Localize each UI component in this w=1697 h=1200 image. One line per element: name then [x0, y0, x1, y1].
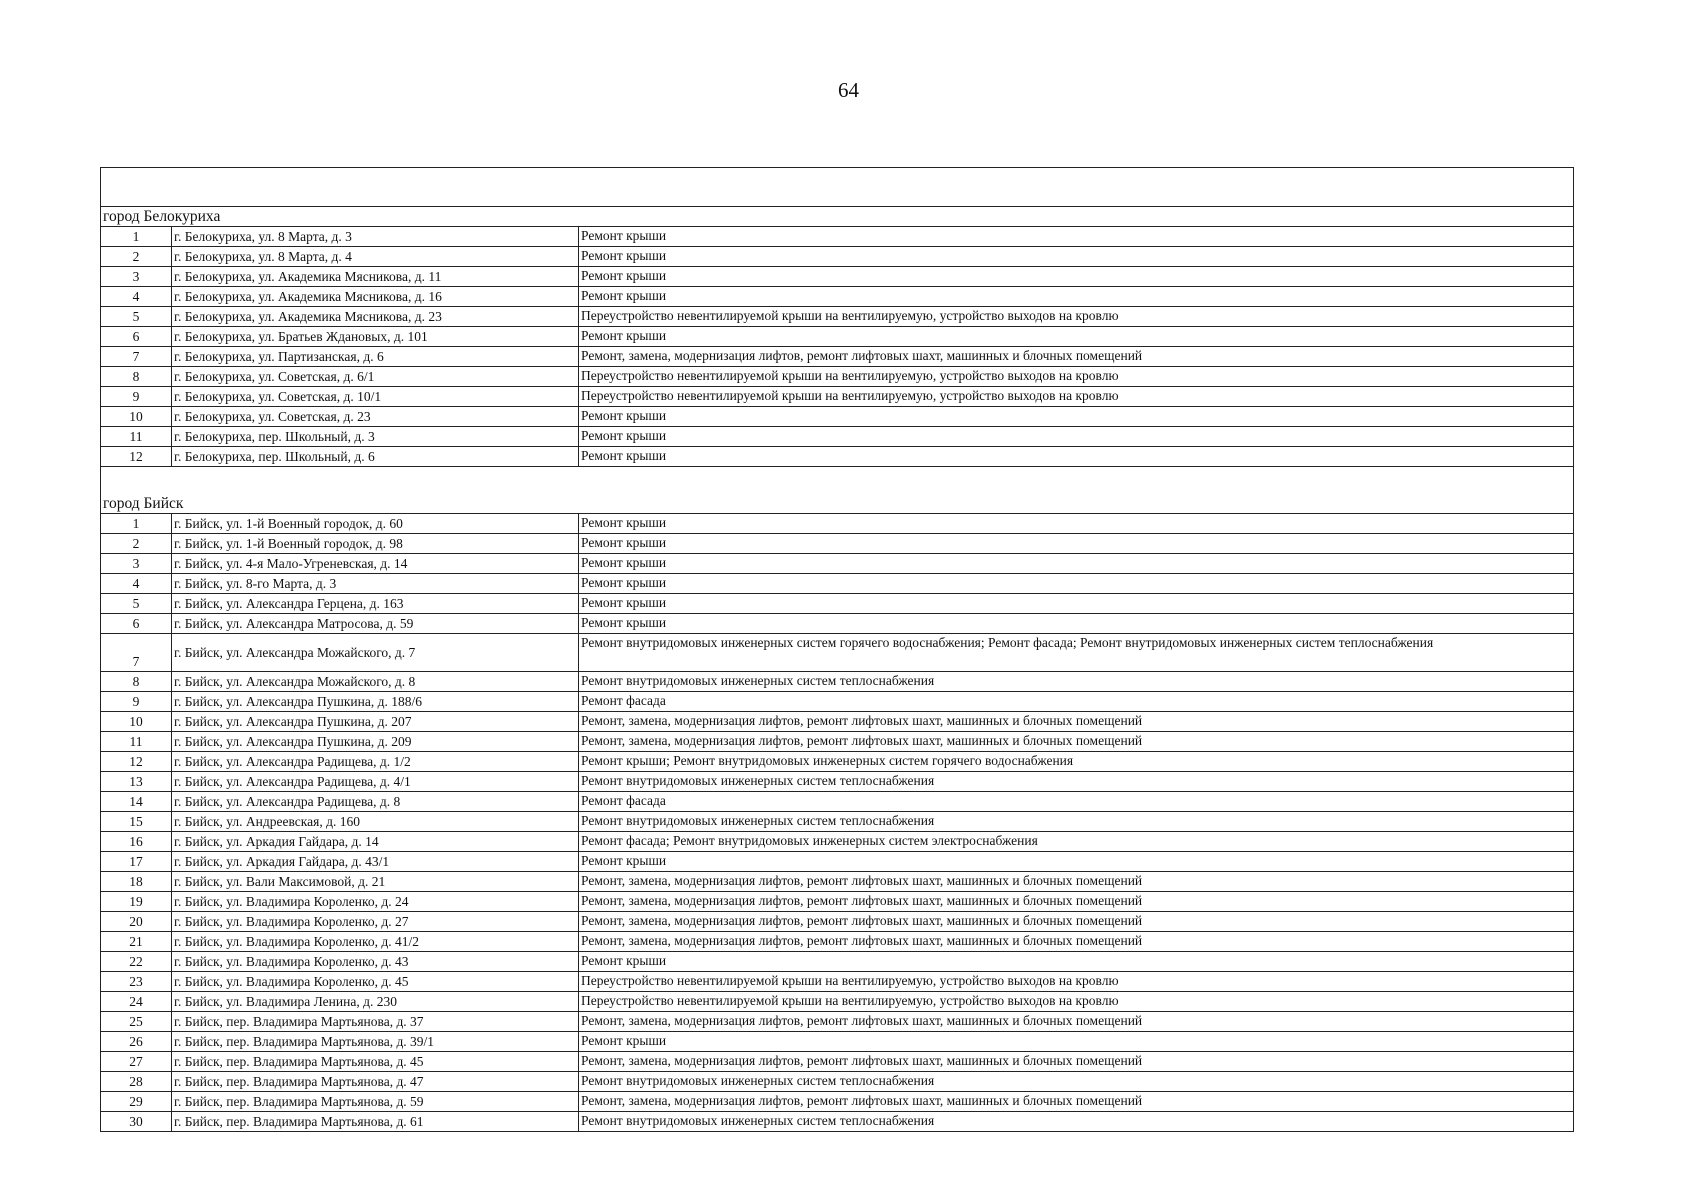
- row-number: 15: [129, 814, 143, 829]
- table-row: [101, 447, 1573, 467]
- row-number: 6: [132, 329, 140, 344]
- work-type-cell: Ремонт крыши: [578, 852, 1573, 871]
- work-type-cell: Ремонт, замена, модернизация лифтов, ремонт лифтовых шахт, машинных и блочных помещений: [578, 1092, 1573, 1111]
- row-number: 2: [132, 536, 140, 551]
- table-row: [101, 852, 1573, 872]
- work-type-cell: Ремонт, замена, модернизация лифтов, ремонт лифтовых шахт, машинных и блочных помещений: [578, 892, 1573, 911]
- address-cell: г. Белокуриха, ул. Советская, д. 6/1: [171, 367, 578, 386]
- row-number: 9: [132, 389, 140, 404]
- work-type-cell: Ремонт, замена, модернизация лифтов, ремонт лифтовых шахт, машинных и блочных помещений: [578, 1012, 1573, 1031]
- address-cell: г. Бийск, пер. Владимира Мартьянова, д. 61: [171, 1112, 578, 1131]
- work-type-cell: Ремонт крыши: [578, 574, 1573, 593]
- table-row: [101, 772, 1573, 792]
- row-number: 23: [129, 974, 143, 989]
- table-row: [101, 812, 1573, 832]
- address-cell: г. Белокуриха, ул. Академика Мясникова, д. 11: [171, 267, 578, 286]
- work-type-cell: Переустройство невентилируемой крыши на вентилируемую, устройство выходов на кровлю: [578, 307, 1573, 326]
- address-cell: г. Бийск, ул. Александра Герцена, д. 163: [171, 594, 578, 613]
- address-cell: г. Белокуриха, ул. Академика Мясникова, д. 23: [171, 307, 578, 326]
- table-row: [101, 1052, 1573, 1072]
- table-row: [101, 792, 1573, 812]
- work-type-cell: Переустройство невентилируемой крыши на вентилируемую, устройство выходов на кровлю: [578, 972, 1573, 991]
- row-number: 10: [129, 409, 143, 424]
- table-row: [101, 307, 1573, 327]
- row-number: 1: [132, 229, 140, 244]
- row-number: 30: [129, 1114, 143, 1129]
- works-table: [100, 167, 1574, 1132]
- work-type-cell: Ремонт крыши: [578, 247, 1573, 266]
- row-number: 13: [129, 774, 143, 789]
- row-number: 21: [129, 934, 143, 949]
- work-type-cell: Ремонт крыши: [578, 514, 1573, 533]
- row-number: 11: [129, 429, 143, 444]
- row-number: 25: [129, 1014, 143, 1029]
- row-number: 26: [129, 1034, 143, 1049]
- table-row: [101, 1032, 1573, 1052]
- row-number: 22: [129, 954, 143, 969]
- address-cell: г. Бийск, ул. Владимира Ленина, д. 230: [171, 992, 578, 1011]
- row-number: 19: [129, 894, 143, 909]
- table-row: [101, 752, 1573, 772]
- table-row: [101, 1072, 1573, 1092]
- table-row: [101, 574, 1573, 594]
- row-number: 2: [132, 249, 140, 264]
- address-cell: г. Бийск, ул. Владимира Короленко, д. 24: [171, 892, 578, 911]
- address-cell: г. Белокуриха, ул. Академика Мясникова, д. 16: [171, 287, 578, 306]
- section-title: город Белокуриха: [101, 207, 1573, 227]
- row-number: 7: [132, 654, 140, 669]
- table-row: [101, 554, 1573, 574]
- address-cell: г. Бийск, ул. Аркадия Гайдара, д. 14: [171, 832, 578, 851]
- table-row: [101, 534, 1573, 554]
- work-type-cell: Ремонт внутридомовых инженерных систем теплоснабжения: [578, 1112, 1573, 1131]
- address-cell: г. Бийск, ул. Вали Максимовой, д. 21: [171, 872, 578, 891]
- work-type-cell: Ремонт крыши: [578, 952, 1573, 971]
- row-number: 5: [132, 596, 140, 611]
- row-number: 12: [129, 754, 143, 769]
- work-type-cell: Переустройство невентилируемой крыши на вентилируемую, устройство выходов на кровлю: [578, 387, 1573, 406]
- table-row: [101, 267, 1573, 287]
- row-number: 16: [129, 834, 143, 849]
- table-top-spacer: [101, 168, 1573, 207]
- work-type-cell: Ремонт крыши: [578, 1032, 1573, 1051]
- row-number: 10: [129, 714, 143, 729]
- row-number: 29: [129, 1094, 143, 1109]
- work-type-cell: Ремонт крыши: [578, 614, 1573, 633]
- table-row: [101, 972, 1573, 992]
- table-body: [101, 207, 1573, 1132]
- address-cell: г. Бийск, ул. Александра Радищева, д. 1/2: [171, 752, 578, 771]
- address-cell: г. Бийск, ул. Александра Пушкина, д. 209: [171, 732, 578, 751]
- row-number: 8: [132, 674, 140, 689]
- work-type-cell: Ремонт, замена, модернизация лифтов, ремонт лифтовых шахт, машинных и блочных помещений: [578, 347, 1573, 366]
- address-cell: г. Белокуриха, ул. 8 Марта, д. 3: [171, 227, 578, 246]
- table-row: [101, 427, 1573, 447]
- row-number: 1: [132, 516, 140, 531]
- address-cell: г. Белокуриха, ул. Советская, д. 10/1: [171, 387, 578, 406]
- address-cell: г. Бийск, ул. Александра Можайского, д. 7: [171, 634, 578, 671]
- table-row: [101, 712, 1573, 732]
- address-cell: г. Белокуриха, пер. Школьный, д. 3: [171, 427, 578, 446]
- work-type-cell: Ремонт крыши: [578, 534, 1573, 553]
- row-number: 4: [132, 289, 140, 304]
- row-number: 5: [132, 309, 140, 324]
- address-cell: г. Бийск, ул. Александра Матросова, д. 59: [171, 614, 578, 633]
- row-number: 24: [129, 994, 143, 1009]
- address-cell: г. Бийск, ул. 1-й Военный городок, д. 98: [171, 534, 578, 553]
- address-cell: г. Бийск, ул. Александра Пушкина, д. 188/6: [171, 692, 578, 711]
- work-type-cell: Ремонт крыши: [578, 594, 1573, 613]
- row-number: 27: [129, 1054, 143, 1069]
- address-cell: г. Бийск, ул. Аркадия Гайдара, д. 43/1: [171, 852, 578, 871]
- address-cell: г. Бийск, пер. Владимира Мартьянова, д. 47: [171, 1072, 578, 1091]
- address-cell: г. Бийск, пер. Владимира Мартьянова, д. 59: [171, 1092, 578, 1111]
- table-row: [101, 347, 1573, 367]
- work-type-cell: Ремонт крыши: [578, 447, 1573, 466]
- table-row: [101, 514, 1573, 534]
- work-type-cell: Ремонт внутридомовых инженерных систем теплоснабжения: [578, 672, 1573, 691]
- table-row: [101, 247, 1573, 267]
- work-type-cell: Ремонт, замена, модернизация лифтов, ремонт лифтовых шахт, машинных и блочных помещений: [578, 872, 1573, 891]
- table-row: [101, 614, 1573, 634]
- page-number: 64: [838, 78, 859, 102]
- work-type-cell: Ремонт крыши: [578, 267, 1573, 286]
- address-cell: г. Бийск, ул. 8-го Марта, д. 3: [171, 574, 578, 593]
- address-cell: г. Бийск, ул. Александра Можайского, д. 8: [171, 672, 578, 691]
- table-row: [101, 327, 1573, 347]
- table-row: [101, 992, 1573, 1012]
- address-cell: г. Белокуриха, ул. Партизанская, д. 6: [171, 347, 578, 366]
- row-number: 11: [129, 734, 143, 749]
- address-cell: г. Бийск, ул. Андреевская, д. 160: [171, 812, 578, 831]
- row-number: 7: [132, 349, 140, 364]
- table-row: [101, 1092, 1573, 1112]
- table-row: [101, 407, 1573, 427]
- address-cell: г. Бийск, пер. Владимира Мартьянова, д. 37: [171, 1012, 578, 1031]
- row-number: 14: [129, 794, 143, 809]
- table-row: [101, 692, 1573, 712]
- row-number: 3: [132, 556, 140, 571]
- row-number: 6: [132, 616, 140, 631]
- address-cell: г. Белокуриха, ул. 8 Марта, д. 4: [171, 247, 578, 266]
- table-row: [101, 872, 1573, 892]
- work-type-cell: Ремонт фасада: [578, 792, 1573, 811]
- work-type-cell: Ремонт, замена, модернизация лифтов, ремонт лифтовых шахт, машинных и блочных помещений: [578, 1052, 1573, 1071]
- work-type-cell: Ремонт, замена, модернизация лифтов, ремонт лифтовых шахт, машинных и блочных помещений: [578, 732, 1573, 751]
- work-type-cell: Ремонт фасада: [578, 692, 1573, 711]
- work-type-cell: Ремонт крыши; Ремонт внутридомовых инженерных систем горячего водоснабжения: [578, 752, 1573, 771]
- table-row: [101, 367, 1573, 387]
- table-row: [101, 952, 1573, 972]
- table-row: [101, 287, 1573, 307]
- address-cell: г. Бийск, ул. Александра Пушкина, д. 207: [171, 712, 578, 731]
- work-type-cell: Ремонт крыши: [578, 427, 1573, 446]
- work-type-cell: Ремонт, замена, модернизация лифтов, ремонт лифтовых шахт, машинных и блочных помещений: [578, 712, 1573, 731]
- address-cell: г. Белокуриха, пер. Школьный, д. 6: [171, 447, 578, 466]
- address-cell: г. Бийск, ул. Владимира Короленко, д. 41/2: [171, 932, 578, 951]
- work-type-cell: Ремонт крыши: [578, 554, 1573, 573]
- row-number: 17: [129, 854, 143, 869]
- table-row: [101, 832, 1573, 852]
- address-cell: г. Бийск, пер. Владимира Мартьянова, д. 45: [171, 1052, 578, 1071]
- table-row: [101, 932, 1573, 952]
- table-row: [101, 1112, 1573, 1132]
- work-type-cell: Переустройство невентилируемой крыши на вентилируемую, устройство выходов на кровлю: [578, 992, 1573, 1011]
- table-row: [101, 912, 1573, 932]
- address-cell: г. Бийск, ул. Александра Радищева, д. 4/1: [171, 772, 578, 791]
- work-type-cell: Ремонт крыши: [578, 287, 1573, 306]
- row-number: 28: [129, 1074, 143, 1089]
- work-type-cell: Ремонт, замена, модернизация лифтов, ремонт лифтовых шахт, машинных и блочных помещений: [578, 912, 1573, 931]
- address-cell: г. Бийск, ул. Владимира Короленко, д. 43: [171, 952, 578, 971]
- section-title: город Бийск: [101, 494, 1573, 514]
- row-number: 18: [129, 874, 143, 889]
- work-type-cell: Ремонт внутридомовых инженерных систем горячего водоснабжения; Ремонт фасада; Ремонт внутридомовых инженерных систем теплоснабжения: [578, 634, 1573, 671]
- address-cell: г. Белокуриха, ул. Братьев Ждановых, д. 101: [171, 327, 578, 346]
- address-cell: г. Бийск, пер. Владимира Мартьянова, д. 39/1: [171, 1032, 578, 1051]
- row-number: 3: [132, 269, 140, 284]
- address-cell: г. Бийск, ул. Владимира Короленко, д. 27: [171, 912, 578, 931]
- work-type-cell: Ремонт фасада; Ремонт внутридомовых инженерных систем электроснабжения: [578, 832, 1573, 851]
- table-row: [101, 227, 1573, 247]
- work-type-cell: Ремонт, замена, модернизация лифтов, ремонт лифтовых шахт, машинных и блочных помещений: [578, 932, 1573, 951]
- table-row: [101, 634, 1573, 672]
- row-number: 20: [129, 914, 143, 929]
- table-row: [101, 892, 1573, 912]
- address-cell: г. Бийск, ул. Владимира Короленко, д. 45: [171, 972, 578, 991]
- work-type-cell: Ремонт внутридомовых инженерных систем теплоснабжения: [578, 1072, 1573, 1091]
- address-cell: г. Бийск, ул. 1-й Военный городок, д. 60: [171, 514, 578, 533]
- row-number: 12: [129, 449, 143, 464]
- table-row: [101, 732, 1573, 752]
- work-type-cell: Ремонт крыши: [578, 227, 1573, 246]
- work-type-cell: Ремонт внутридомовых инженерных систем теплоснабжения: [578, 772, 1573, 791]
- address-cell: г. Белокуриха, ул. Советская, д. 23: [171, 407, 578, 426]
- address-cell: г. Бийск, ул. Александра Радищева, д. 8: [171, 792, 578, 811]
- row-number: 4: [132, 576, 140, 591]
- work-type-cell: Ремонт крыши: [578, 327, 1573, 346]
- table-row: [101, 1012, 1573, 1032]
- section-spacer: [101, 467, 1573, 494]
- table-row: [101, 387, 1573, 407]
- work-type-cell: Ремонт крыши: [578, 407, 1573, 426]
- row-number: 8: [132, 369, 140, 384]
- work-type-cell: Ремонт внутридомовых инженерных систем теплоснабжения: [578, 812, 1573, 831]
- row-number: 9: [132, 694, 140, 709]
- table-row: [101, 594, 1573, 614]
- address-cell: г. Бийск, ул. 4-я Мало-Угреневская, д. 14: [171, 554, 578, 573]
- table-row: [101, 672, 1573, 692]
- work-type-cell: Переустройство невентилируемой крыши на вентилируемую, устройство выходов на кровлю: [578, 367, 1573, 386]
